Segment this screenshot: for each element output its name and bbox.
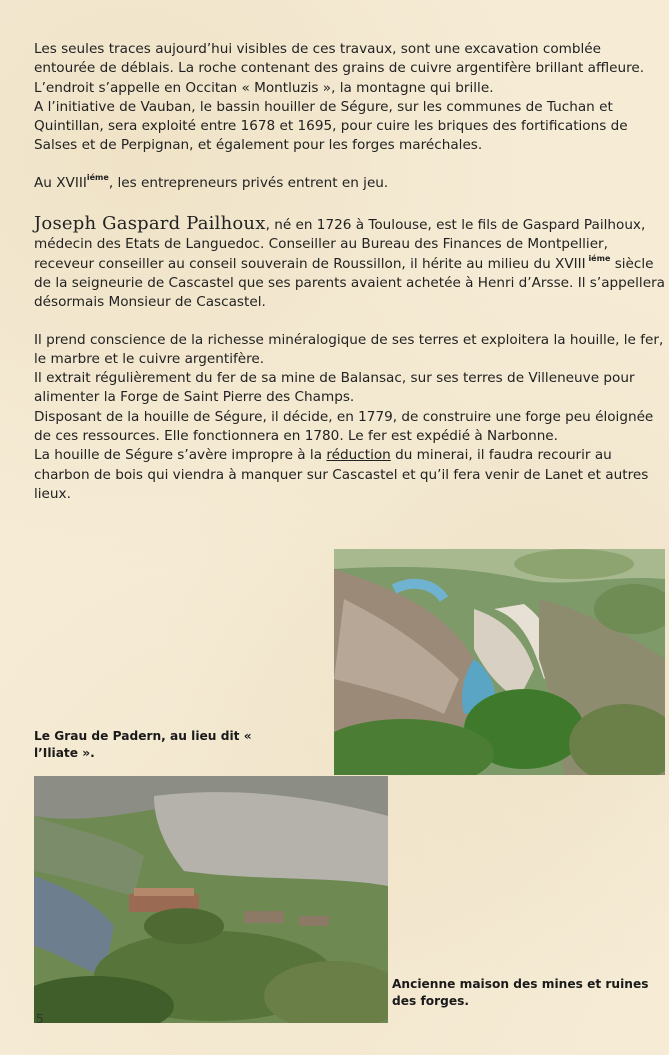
- paragraph-houille: [34, 446, 666, 504]
- paragraph-traces: Les seules traces aujourd’hui visibles de ces travaux, sont une excavation comblée entourée de déblais. La roche contenant des grains de cuivre argentifère brillant affleure.: [34, 41, 645, 77]
- caption-grau-de-padern: Le Grau de Padern, au lieu dit « l’Iliate ».: [34, 729, 252, 760]
- text-span: siècle de la seigneurie de Cascastel que ses parents avaient achetée à Henri d’Arsse. Il s’appellera désormais Monsieur de Cascastel.: [34, 255, 665, 311]
- text-span: Au XVIII: [34, 174, 87, 191]
- paragraph-forge: Disposant de la houille de Ségure, il décide, en 1779, de construire une forge peu éloignée de ces ressources. Elle fonctionnera en 1780. Le fer est expédié à Narbonne.: [34, 408, 654, 445]
- page-number: 5: [36, 1012, 44, 1026]
- superscript: iéme: [585, 253, 611, 263]
- paragraph-richesse: Il prend conscience de la richesse minéralogique de ses terres et exploitera la houille, le fer, le marbre et le cuivre argentifère.: [34, 331, 664, 367]
- text-span: , les entrepreneurs privés entrent en jeu.: [108, 174, 389, 191]
- person-name: Joseph Gaspard Pailhoux: [34, 213, 266, 235]
- paragraph-pailhoux: [34, 214, 666, 312]
- paragraph-balansac: Il extrait régulièrement du fer de sa mine de Balansac, sur ses terres de Villeneuve pour alimenter la Forge de Saint Pierre des Champs.: [34, 370, 635, 406]
- text-span: , né en 1726 à Toulouse, est le fils de Gaspard Pailhoux, médecin des Etats de Languedoc. Conseiller au Bureau des Finances de Montpellier, receveur conseiller au conseil souverain de Roussillon, il hérite au milieu du XVIII: [34, 217, 646, 272]
- document-body: [34, 40, 666, 504]
- photo-maison-des-mines: [34, 776, 388, 1023]
- text-span: La houille de Ségure s’avère impropre à la: [34, 447, 327, 464]
- paragraph-vauban: A l’initiative de Vauban, le bassin houiller de Ségure, sur les communes de Tuchan et Quintillan, sera exploité entre 1678 et 1695, pour cuire les briques des fortifications de Salses et de Perpignan, et également pour les forges maréchales.: [34, 98, 628, 154]
- underlined-word: réduction: [326, 447, 391, 464]
- paragraph-montluzis: L’endroit s’appelle en Occitan « Montluzis », la montagne qui brille.: [34, 79, 494, 96]
- superscript: iéme: [86, 172, 109, 182]
- caption-maison-des-mines: Ancienne maison des mines et ruines des forges.: [392, 977, 649, 1008]
- paragraph-xviii: [34, 174, 666, 193]
- text-span: du minerai, il faudra recourir au charbon de bois qui viendra à manquer sur Cascastel et qu’il fera venir de Lanet et autres lieux.: [34, 447, 649, 502]
- photo-grau-de-padern: [334, 549, 665, 775]
